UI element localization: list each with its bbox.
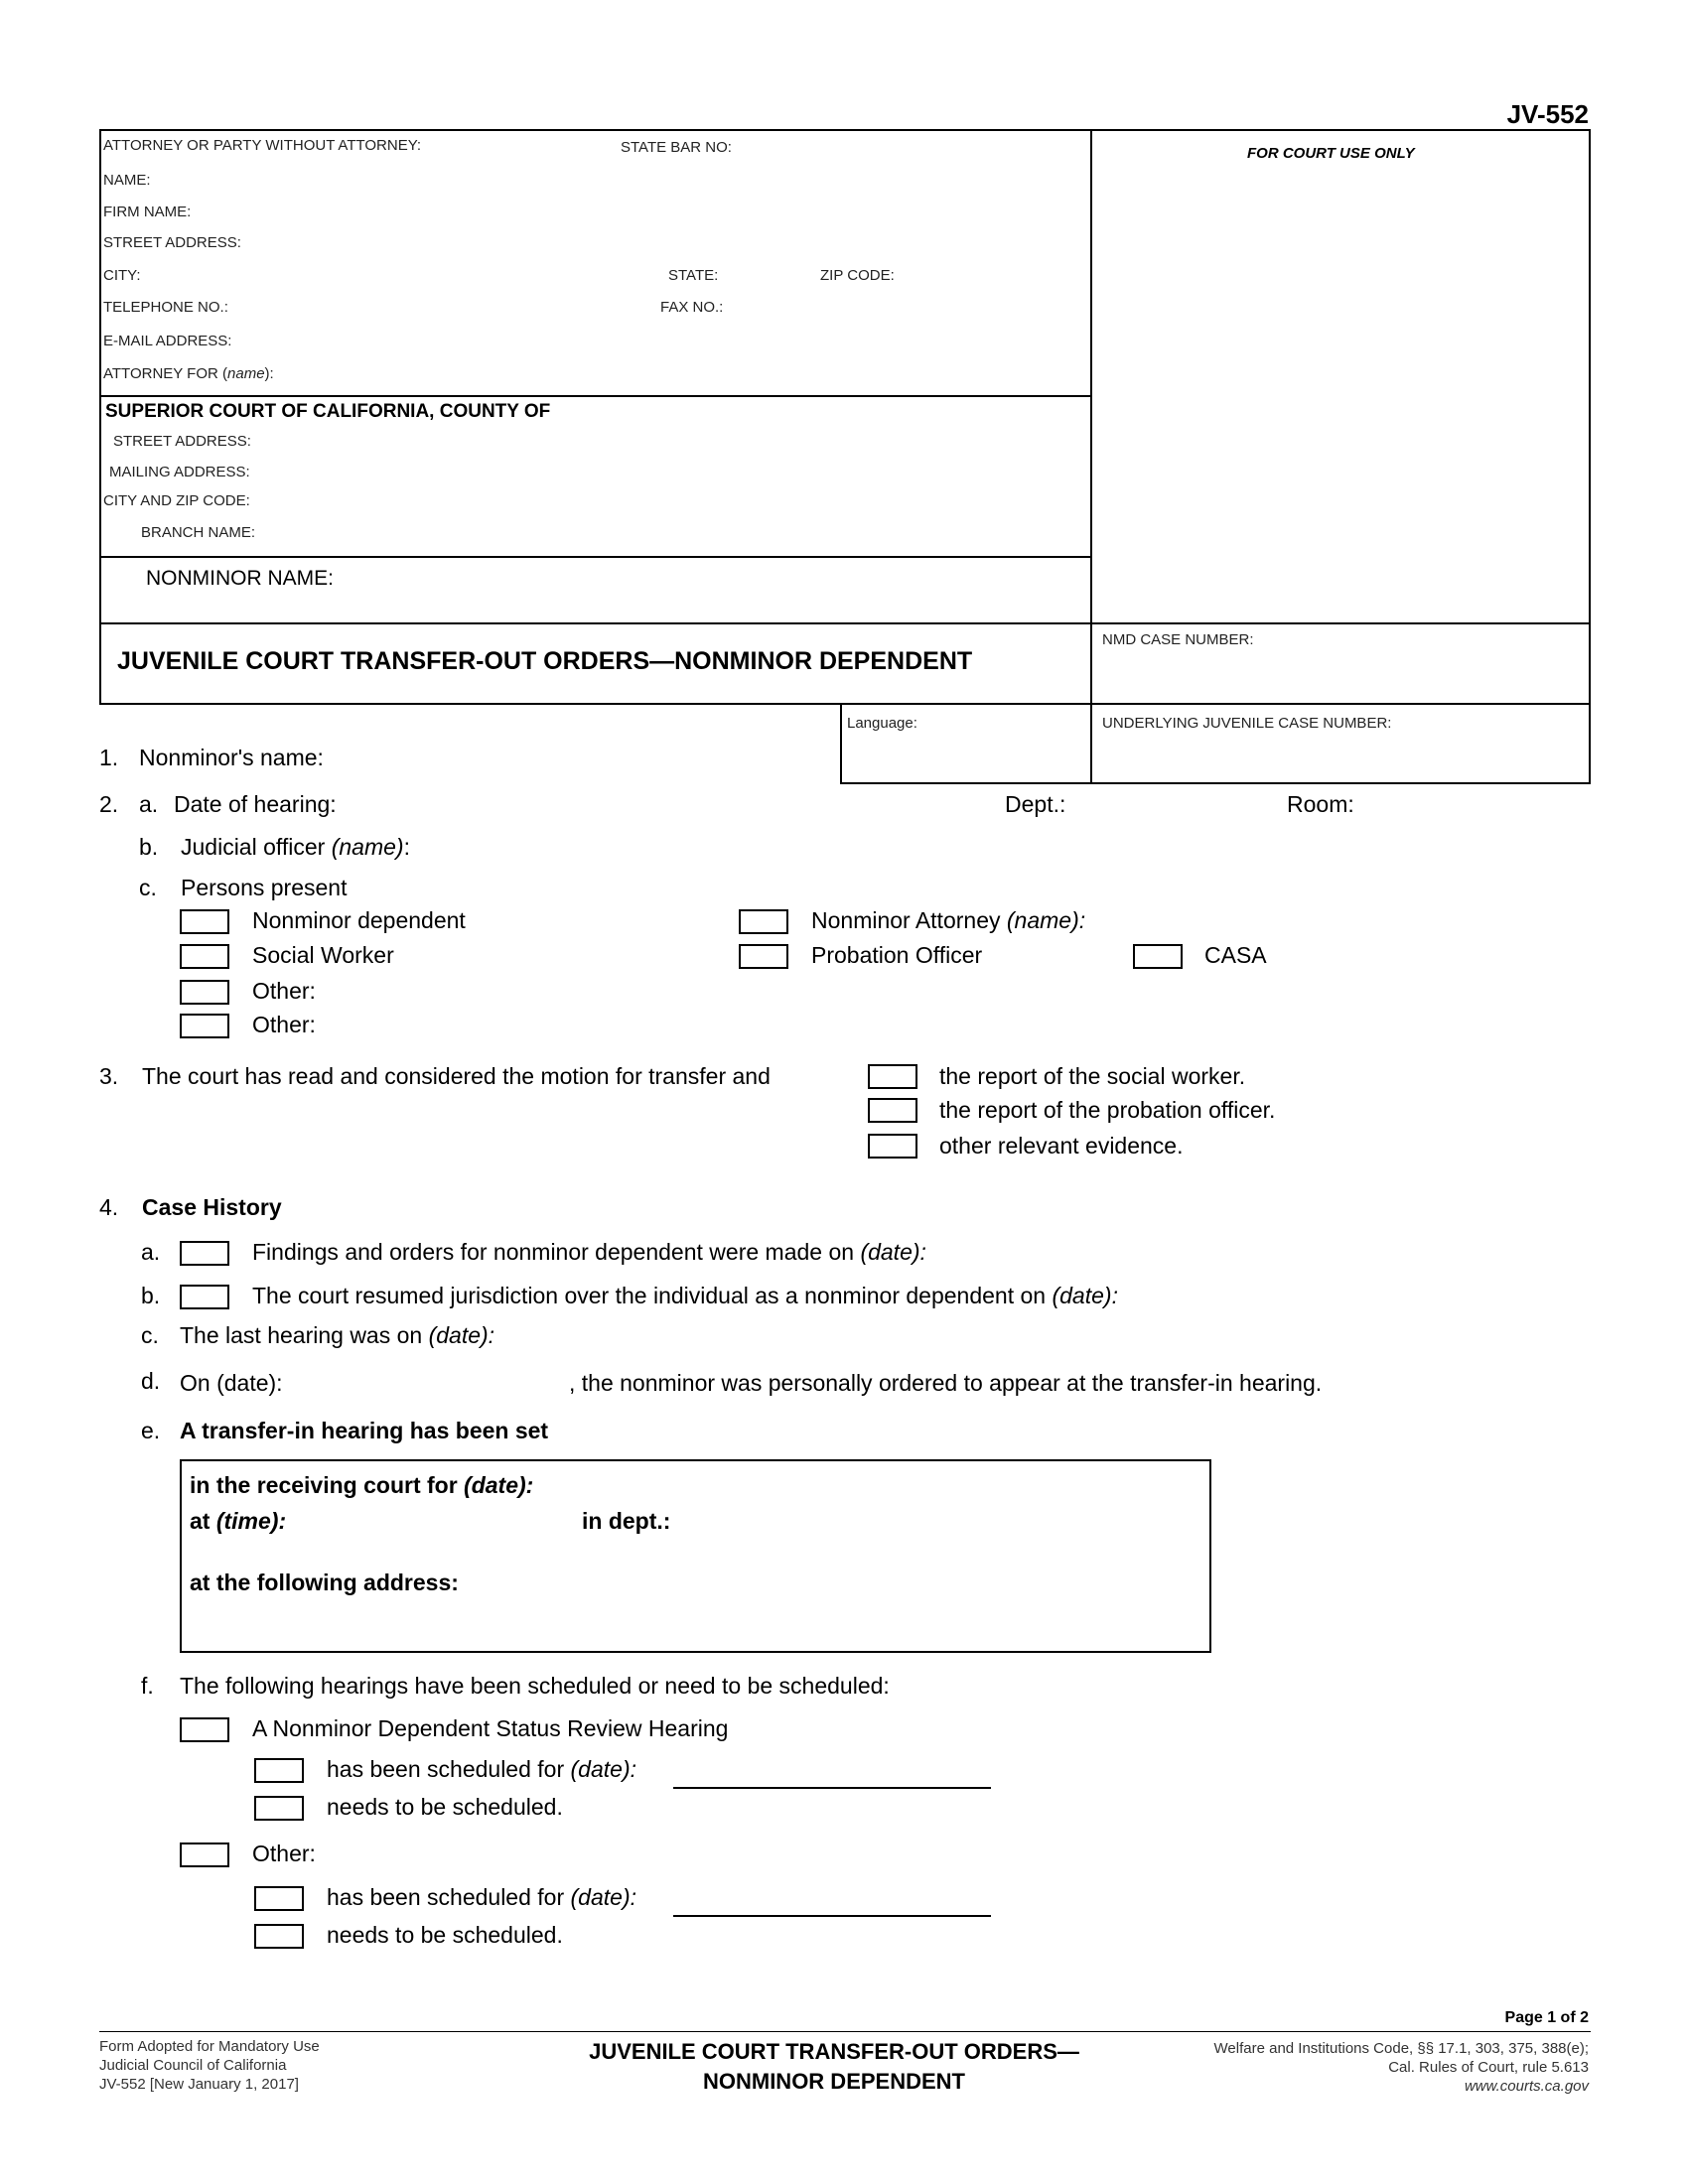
checkbox-resumed-jurisdiction[interactable]	[180, 1285, 229, 1309]
state-bar-label: STATE BAR NO:	[621, 139, 732, 156]
checkbox-review-needs-scheduling[interactable]	[254, 1796, 304, 1821]
item4a-text: Findings and orders for nonminor dependent were made on (date):	[252, 1239, 926, 1265]
item4-number: 4.	[99, 1194, 119, 1220]
court-branch-label: BRANCH NAME:	[141, 524, 256, 541]
telephone-label: TELEPHONE NO.:	[103, 299, 228, 316]
street-address-label: STREET ADDRESS:	[103, 234, 241, 251]
hearing-dept-label: in dept.:	[582, 1508, 671, 1534]
item4b-letter: b.	[141, 1283, 161, 1308]
item4c-text: The last hearing was on (date):	[180, 1322, 495, 1348]
review-date-line[interactable]	[673, 1787, 991, 1789]
email-label: E-MAIL ADDRESS:	[103, 333, 232, 349]
item2c-text: Persons present	[181, 875, 348, 900]
review-scheduled-label: has been scheduled for (date):	[327, 1756, 636, 1782]
item4d-letter: d.	[141, 1368, 161, 1394]
checkbox-nonminor-attorney[interactable]	[739, 909, 788, 934]
court-mailing-label: MAILING ADDRESS:	[109, 464, 250, 480]
probation-officer-label: Probation Officer	[811, 942, 983, 968]
item2c-letter: c.	[139, 875, 157, 900]
item4d-rest: , the nonminor was personally ordered to appear at the transfer-in hearing.	[569, 1370, 1323, 1396]
checkbox-social-worker-report[interactable]	[868, 1064, 917, 1089]
nmd-case-number-label: NMD CASE NUMBER:	[1102, 631, 1254, 648]
checkbox-casa[interactable]	[1133, 944, 1183, 969]
room-label: Room:	[1287, 791, 1354, 817]
other-date-line[interactable]	[673, 1915, 991, 1917]
receiving-court-date-label: in the receiving court for (date):	[190, 1472, 534, 1498]
court-street-label: STREET ADDRESS:	[113, 433, 251, 450]
checkbox-other-1[interactable]	[180, 980, 229, 1005]
checkbox-nonminor-dependent[interactable]	[180, 909, 229, 934]
language-label: Language:	[847, 715, 917, 732]
checkbox-other-needs-scheduling[interactable]	[254, 1924, 304, 1949]
item1-text: Nonminor's name:	[139, 745, 324, 770]
item4a-letter: a.	[141, 1239, 161, 1265]
checkbox-probation-officer[interactable]	[739, 944, 788, 969]
item3-text: The court has read and considered the motion for transfer and	[142, 1063, 771, 1089]
footer-title: JUVENILE COURT TRANSFER-OUT ORDERS— NONMINOR DEPENDENT	[589, 2039, 1079, 2094]
other-needs-scheduling-label: needs to be scheduled.	[327, 1922, 563, 1948]
zip-code-label: ZIP CODE:	[820, 267, 895, 284]
social-worker-report-label: the report of the social worker.	[939, 1063, 1246, 1089]
other-1-label: Other:	[252, 978, 316, 1004]
form-title: JUVENILE COURT TRANSFER-OUT ORDERS—NONMINOR DEPENDENT	[117, 647, 973, 675]
firm-name-label: FIRM NAME:	[103, 204, 192, 220]
court-heading: SUPERIOR COURT OF CALIFORNIA, COUNTY OF	[105, 401, 551, 422]
other-2-label: Other:	[252, 1012, 316, 1037]
item4c-letter: c.	[141, 1322, 159, 1348]
hearing-address-label: at the following address:	[190, 1570, 459, 1595]
nonminor-attorney-label: Nonminor Attorney (name):	[811, 907, 1086, 933]
checkbox-probation-report[interactable]	[868, 1098, 917, 1123]
name-label: NAME:	[103, 172, 151, 189]
item4f-letter: f.	[141, 1673, 154, 1699]
checkbox-social-worker[interactable]	[180, 944, 229, 969]
item2-number: 2.	[99, 791, 119, 817]
hearing-time-label: at (time):	[190, 1508, 287, 1534]
dept-label: Dept.:	[1005, 791, 1066, 817]
checkbox-status-review-hearing[interactable]	[180, 1717, 229, 1742]
other-hearing-label: Other:	[252, 1841, 316, 1866]
checkbox-other-hearing[interactable]	[180, 1843, 229, 1867]
social-worker-label: Social Worker	[252, 942, 394, 968]
item2b-text: Judicial officer (name):	[181, 834, 410, 860]
case-history-heading: Case History	[142, 1194, 282, 1220]
form-id: JV-552	[1506, 99, 1589, 129]
underlying-case-number-label: UNDERLYING JUVENILE CASE NUMBER:	[1102, 715, 1392, 732]
page-number: Page 1 of 2	[1504, 2009, 1589, 2026]
item1-number: 1.	[99, 745, 119, 770]
item2a-letter: a.	[139, 791, 159, 817]
checkbox-other-evidence[interactable]	[868, 1134, 917, 1159]
item4e-text: A transfer-in hearing has been set	[180, 1418, 549, 1443]
footer-left: Form Adopted for Mandatory Use Judicial Council of California JV-552 [New January 1, 2017]	[99, 2038, 320, 2093]
court-city-zip-label: CITY AND ZIP CODE:	[103, 492, 250, 509]
court-use-only-label: FOR COURT USE ONLY	[1247, 145, 1415, 162]
attorney-party-label: ATTORNEY OR PARTY WITHOUT ATTORNEY:	[103, 137, 422, 154]
checkbox-review-scheduled[interactable]	[254, 1758, 304, 1783]
item3-number: 3.	[99, 1063, 119, 1089]
review-needs-scheduling-label: needs to be scheduled.	[327, 1794, 563, 1820]
checkbox-findings-orders[interactable]	[180, 1241, 229, 1266]
other-scheduled-label: has been scheduled for (date):	[327, 1884, 636, 1910]
item2a-text: Date of hearing:	[174, 791, 337, 817]
casa-label: CASA	[1204, 942, 1267, 968]
probation-report-label: the report of the probation officer.	[939, 1097, 1276, 1123]
checkbox-other-2[interactable]	[180, 1014, 229, 1038]
item4d-text: On (date):	[180, 1370, 283, 1396]
item2b-letter: b.	[139, 834, 159, 860]
nonminor-name-label: NONMINOR NAME:	[146, 567, 334, 590]
city-label: CITY:	[103, 267, 141, 284]
item4f-text: The following hearings have been scheduled or need to be scheduled:	[180, 1673, 890, 1699]
other-evidence-label: other relevant evidence.	[939, 1133, 1184, 1159]
checkbox-other-scheduled[interactable]	[254, 1886, 304, 1911]
status-review-hearing-label: A Nonminor Dependent Status Review Hearing	[252, 1715, 729, 1741]
item4e-letter: e.	[141, 1418, 161, 1443]
item4b-text: The court resumed jurisdiction over the individual as a nonminor dependent on (date):	[252, 1283, 1118, 1308]
fax-label: FAX NO.:	[660, 299, 724, 316]
state-label: STATE:	[668, 267, 719, 284]
nonminor-dependent-label: Nonminor dependent	[252, 907, 466, 933]
footer-right: Welfare and Institutions Code, §§ 17.1, 303, 375, 388(e); Cal. Rules of Court, rule 5.613 www.courts.ca.gov	[1213, 2040, 1589, 2095]
attorney-for-label: ATTORNEY FOR (name):	[103, 365, 274, 382]
